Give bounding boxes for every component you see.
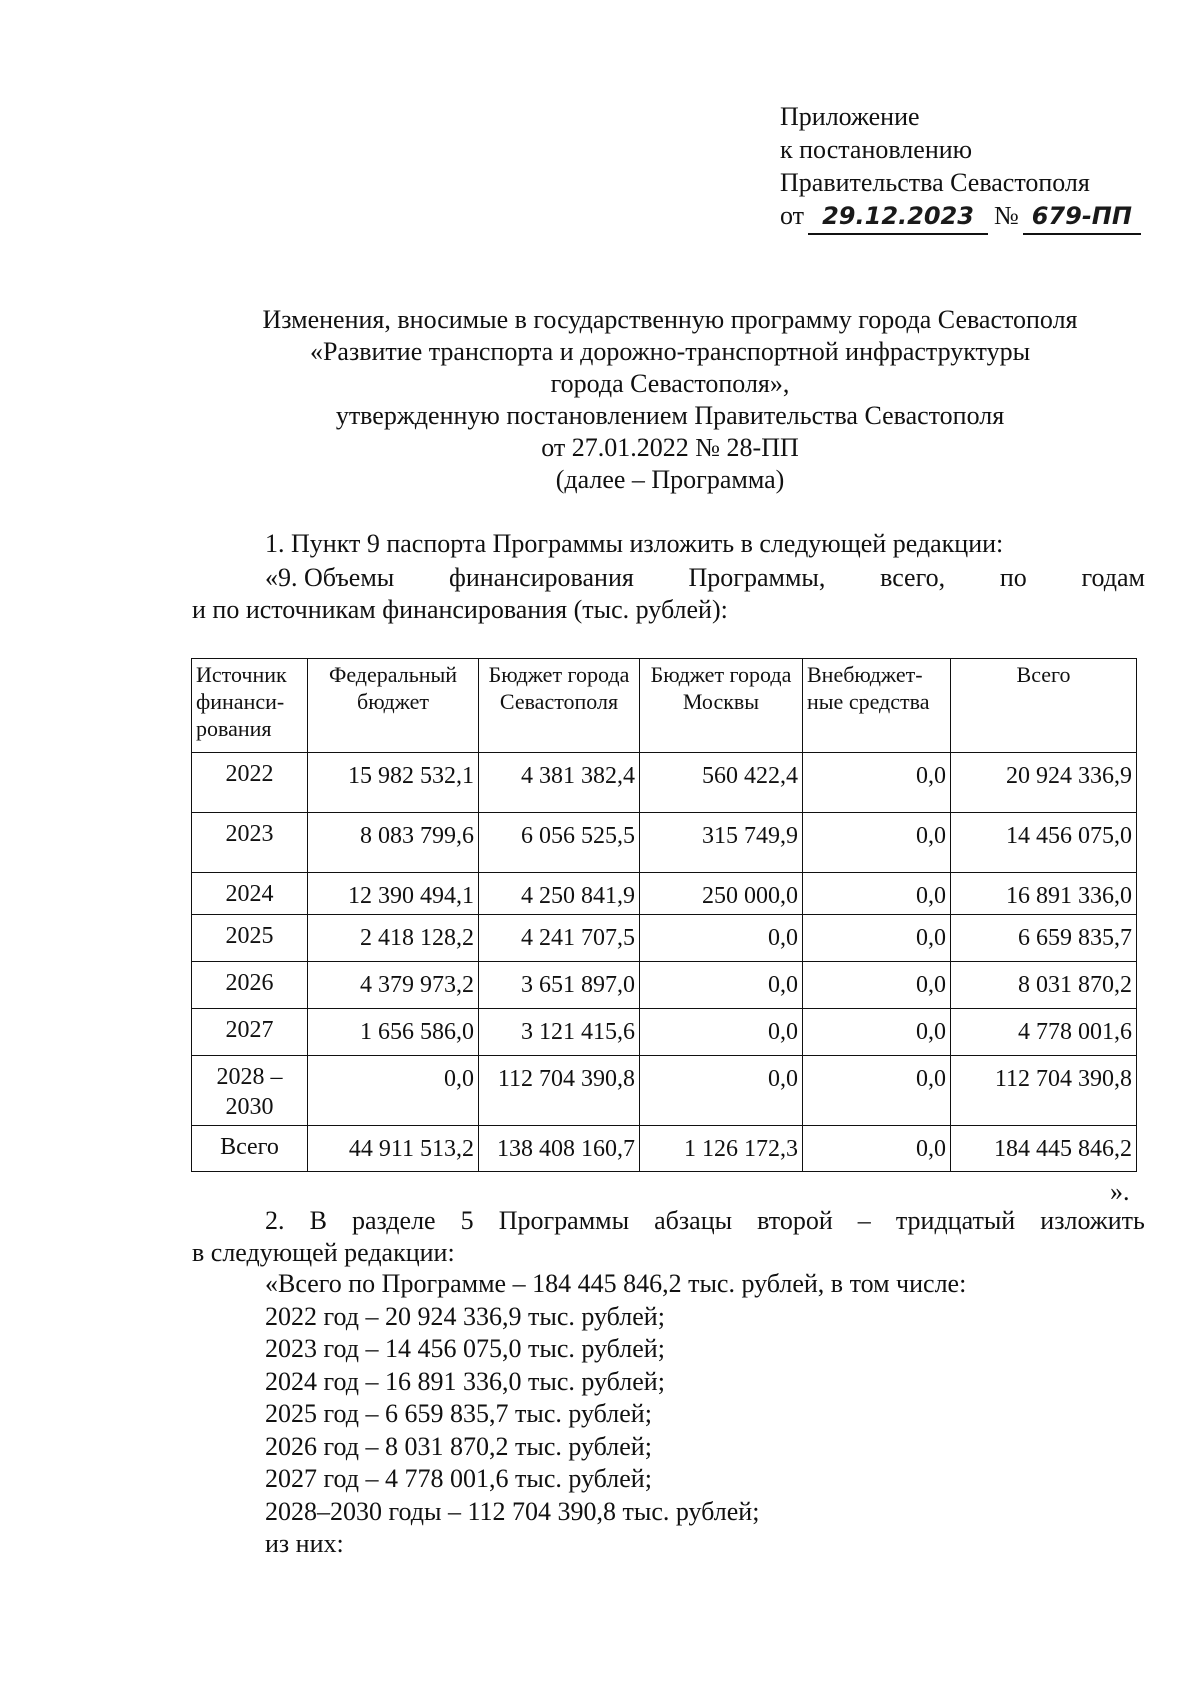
cell-sevastopol: 4 241 707,5 (479, 915, 640, 962)
title-line-6: (далее – Программа) (555, 465, 785, 494)
list-item: 2024 год – 16 891 336,0 тыс. рублей; (265, 1366, 665, 1396)
cell-federal: 12 390 494,1 (308, 873, 479, 915)
cell-moscow: 0,0 (640, 1009, 803, 1056)
cell-total: 6 659 835,7 (951, 915, 1137, 962)
cell-offbudget: 0,0 (803, 1009, 951, 1056)
cell-moscow: 560 422,4 (640, 753, 803, 813)
section-1-closing-quote: ». (1110, 1177, 1130, 1206)
column-header-federal: Федеральный бюджет (308, 659, 479, 753)
cell-year: 2023 (192, 813, 308, 873)
section-2-word: В (309, 1206, 327, 1235)
cell-total: 112 704 390,8 (951, 1056, 1137, 1126)
cell-total: 16 891 336,0 (951, 873, 1137, 915)
column-header-source: Источник финанси-рования (192, 659, 308, 753)
cell-federal: 44 911 513,2 (308, 1126, 479, 1172)
date-prefix: от (780, 201, 805, 230)
table-header-row (192, 659, 1137, 753)
cell-moscow: 1 126 172,3 (640, 1126, 803, 1172)
intro-word: Программы, (688, 563, 826, 592)
intro-word: годам (1081, 563, 1145, 592)
financing-table (191, 658, 1137, 1172)
section-2-list (265, 1268, 966, 1561)
cell-year: 2025 (192, 915, 308, 962)
cell-federal: 1 656 586,0 (308, 1009, 479, 1056)
table-row (192, 873, 1137, 915)
cell-federal: 15 982 532,1 (308, 753, 479, 813)
section-2-word: 2. (265, 1206, 285, 1235)
column-header-offbudget: Внебюджет-ные средства (803, 659, 951, 753)
title-line-1: Изменения, вносимые в государственную программу города Севастополя (262, 305, 1078, 334)
section-1-heading: 1. Пункт 9 паспорта Программы изложить в следующей редакции: (265, 529, 1004, 558)
intro-word: финансирования (448, 563, 634, 592)
intro-word: по (999, 563, 1027, 592)
cell-moscow: 0,0 (640, 962, 803, 1009)
title-line-2: «Развитие транспорта и дорожно-транспортной инфраструктуры (309, 337, 1031, 366)
cell-moscow: 0,0 (640, 1056, 803, 1126)
list-item: 2025 год – 6 659 835,7 тыс. рублей; (265, 1399, 652, 1428)
title-line-4: утвержденную постановлением Правительства Севастополя (335, 401, 1005, 430)
table-row (192, 1056, 1137, 1126)
cell-year: 2024 (192, 873, 308, 915)
cell-year: Всего (192, 1126, 308, 1172)
list-item: 2022 год – 20 924 336,9 тыс. рублей; (265, 1301, 665, 1331)
cell-year: 2028 – 2030 (192, 1056, 308, 1126)
cell-sevastopol: 112 704 390,8 (479, 1056, 640, 1126)
title-line-5: от 27.01.2022 № 28-ПП (541, 433, 799, 462)
section-1-intro-line-2: и по источникам финансирования (тыс. рублей): (192, 595, 728, 624)
cell-offbudget: 0,0 (803, 753, 951, 813)
cell-year: 2022 (192, 753, 308, 813)
section-2-word: абзацы (654, 1206, 733, 1235)
column-header-total: Всего (951, 659, 1137, 753)
list-item: 2027 год – 4 778 001,6 тыс. рублей; (265, 1464, 652, 1493)
cell-offbudget: 0,0 (803, 962, 951, 1009)
cell-total: 8 031 870,2 (951, 962, 1137, 1009)
appendix-date-line (780, 199, 1141, 235)
list-item: 2026 год – 8 031 870,2 тыс. рублей; (265, 1431, 652, 1461)
cell-year: 2027 (192, 1009, 308, 1056)
cell-sevastopol: 4 250 841,9 (479, 873, 640, 915)
number-prefix: № (994, 201, 1019, 230)
cell-moscow: 315 749,9 (640, 813, 803, 873)
intro-word: всего, (880, 563, 946, 592)
cell-total: 14 456 075,0 (951, 813, 1137, 873)
cell-year: 2026 (192, 962, 308, 1009)
section-2-line-1 (265, 1206, 1145, 1236)
cell-sevastopol: 3 121 415,6 (479, 1009, 640, 1056)
cell-total: 20 924 336,9 (951, 753, 1137, 813)
cell-total: 184 445 846,2 (951, 1126, 1137, 1172)
appendix-line-3: Правительства Севастополя (780, 168, 1090, 197)
cell-federal: 2 418 128,2 (308, 915, 479, 962)
cell-offbudget: 0,0 (803, 915, 951, 962)
cell-offbudget: 0,0 (803, 1126, 951, 1172)
handwritten-number: 679-ПП (1023, 200, 1141, 235)
section-2-line-2: в следующей редакции: (192, 1238, 455, 1267)
section-2-word: 5 (460, 1206, 474, 1235)
cell-sevastopol: 3 651 897,0 (479, 962, 640, 1009)
list-item: «Всего по Программе – 184 445 846,2 тыс. рублей, в том числе: (265, 1269, 967, 1298)
table-row (192, 813, 1137, 873)
appendix-header (780, 100, 1141, 235)
column-header-sevastopol: Бюджет города Севастополя (479, 659, 640, 753)
cell-moscow: 250 000,0 (640, 873, 803, 915)
handwritten-date: 29.12.2023 (808, 200, 988, 235)
title-line-3: города Севастополя», (550, 369, 790, 398)
table-total-row (192, 1126, 1137, 1172)
cell-offbudget: 0,0 (803, 1056, 951, 1126)
table-row (192, 1009, 1137, 1056)
cell-federal: 8 083 799,6 (308, 813, 479, 873)
section-2-word: второй (757, 1206, 833, 1235)
table-row (192, 962, 1137, 1009)
section-2-word: – (857, 1206, 871, 1235)
section-2-word: разделе (351, 1206, 436, 1235)
table-row (192, 915, 1137, 962)
cell-federal: 0,0 (308, 1056, 479, 1126)
appendix-line-2: к постановлению (780, 135, 973, 164)
list-item: 2028–2030 годы – 112 704 390,8 тыс. рублей; (265, 1496, 760, 1526)
list-item: 2023 год – 14 456 075,0 тыс. рублей; (265, 1334, 665, 1363)
document-title (190, 304, 1150, 496)
list-item: из них: (265, 1529, 344, 1558)
cell-sevastopol: 4 381 382,4 (479, 753, 640, 813)
appendix-line-1: Приложение (780, 102, 920, 131)
section-2-word: изложить (1040, 1206, 1145, 1235)
cell-moscow: 0,0 (640, 915, 803, 962)
section-2-word: тридцатый (895, 1206, 1016, 1235)
cell-sevastopol: 6 056 525,5 (479, 813, 640, 873)
column-header-moscow: Бюджет города Москвы (640, 659, 803, 753)
section-2-word: Программы (498, 1206, 630, 1235)
section-1-intro-line-1 (265, 563, 1145, 593)
cell-total: 4 778 001,6 (951, 1009, 1137, 1056)
table-row (192, 753, 1137, 813)
intro-word: «9. Объемы (265, 563, 395, 592)
cell-offbudget: 0,0 (803, 813, 951, 873)
cell-sevastopol: 138 408 160,7 (479, 1126, 640, 1172)
cell-offbudget: 0,0 (803, 873, 951, 915)
cell-federal: 4 379 973,2 (308, 962, 479, 1009)
